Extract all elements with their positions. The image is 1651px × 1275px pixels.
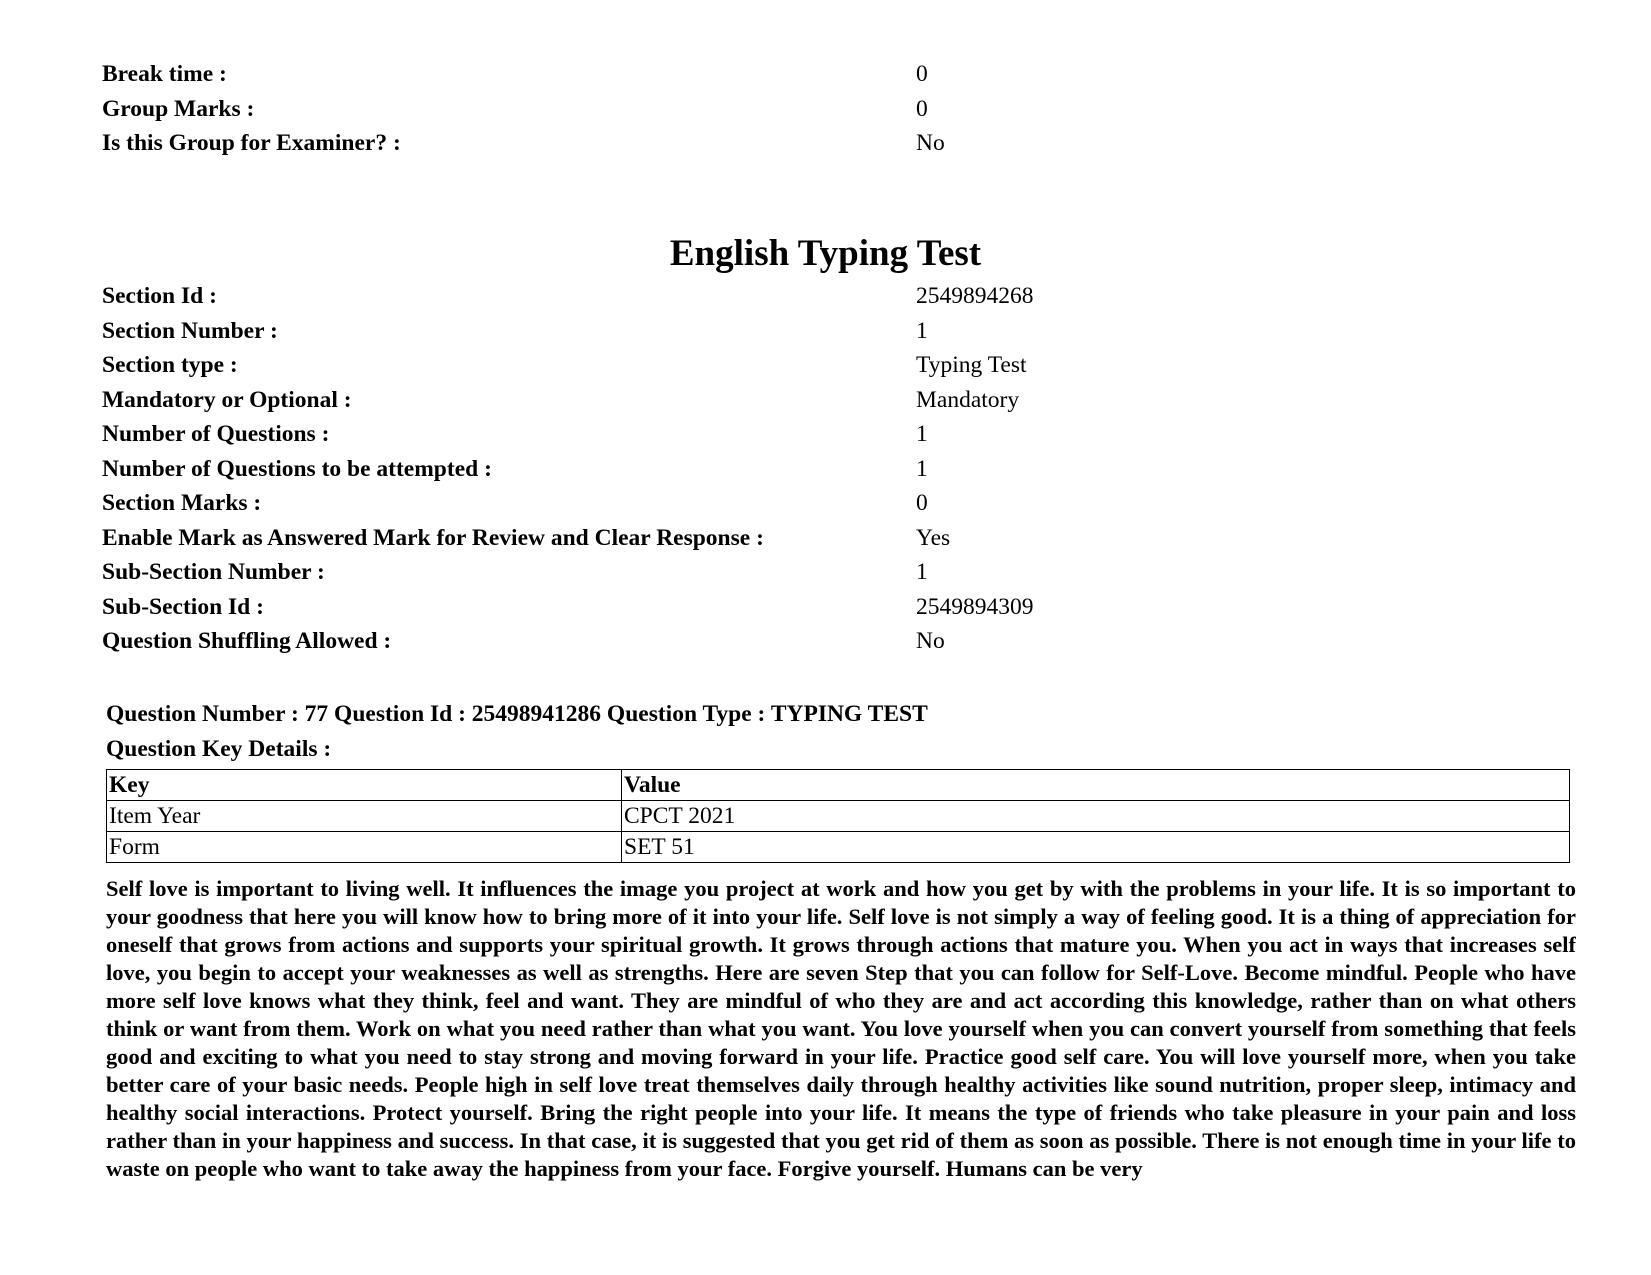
detail-value: 2549894268 — [916, 283, 1034, 309]
detail-label: Number of Questions : — [102, 421, 330, 447]
detail-label: Number of Questions to be attempted : — [102, 455, 492, 482]
detail-value: 0 — [916, 490, 928, 516]
detail-label: Section Id : — [102, 283, 217, 309]
question-key-table — [106, 769, 1570, 863]
question-key-details-label: Question Key Details : — [106, 736, 332, 762]
detail-value: 1 — [916, 421, 928, 447]
detail-label: Is this Group for Examiner? : — [102, 130, 401, 156]
column-header-key: Key — [107, 770, 622, 801]
column-header-value: Value — [622, 770, 1570, 801]
table-row — [107, 801, 1570, 832]
section-detail-row — [102, 452, 1502, 487]
section-detail-row — [102, 590, 1502, 625]
table-cell-key: Item Year — [107, 801, 622, 832]
detail-label: Section type : — [102, 352, 238, 378]
table-cell-key: Form — [107, 832, 622, 863]
table-row — [107, 832, 1570, 863]
detail-value: Mandatory — [916, 386, 1020, 413]
detail-value: No — [916, 628, 945, 654]
section-detail-row — [102, 521, 1502, 556]
detail-label: Sub-Section Id : — [102, 593, 264, 620]
detail-label: Question Shuffling Allowed : — [102, 628, 392, 654]
group-details — [102, 57, 1502, 161]
typing-passage: Self love is important to living well. It influences the image you project at work and how you get by with the problems in your life. It is so important to your goodness that here you will know how to bring more of it into your life. Self love is not simply a way of feeling good. It is a thing of appreciation for oneself that grows from actions and supports your spiritual growth. It grows through actions that mature you. When you act in ways that increases self love, you begin to accept your weaknesses as well as strengths. Here are seven Step that you can follow for Self-Love. Become mindful. People who have more self love knows what they think, feel and want. They are mindful of who they are and act according this knowledge, rather than on what others think or want from them. Work on what you need rather than what you want. You love yourself when you can convert yourself from something that feels good and exciting to what you need to stay strong and moving forward in your life. Practice good self care. You will love yourself more, when you take better care of your basic needs. People high in self love treat themselves daily through healthy activities like sound nutrition, proper sleep, intimacy and healthy social interactions. Protect yourself. Bring the right people into your life. It means the type of friends who take pleasure in your pain and loss rather than in your happiness and success. In that case, it is suggested that you get rid of them as soon as possible. There is not enough time in your life to waste on people who want to take away the happiness from your face. Forgive yourself. Humans can be very — [106, 876, 1576, 1181]
section-title: English Typing Test — [669, 233, 982, 274]
detail-label: Mandatory or Optional : — [102, 386, 352, 413]
section-detail-row — [102, 383, 1502, 418]
detail-label: Sub-Section Number : — [102, 559, 325, 585]
detail-value: No — [916, 130, 945, 156]
detail-value: Typing Test — [916, 352, 1027, 378]
detail-value: 1 — [916, 455, 928, 482]
detail-value: Yes — [916, 524, 951, 551]
section-details — [102, 279, 1502, 659]
section-detail-row — [102, 555, 1502, 590]
table-header-row — [107, 770, 1570, 801]
group-detail-row — [102, 92, 1502, 127]
group-detail-row — [102, 126, 1502, 161]
section-detail-row — [102, 624, 1502, 659]
section-detail-row — [102, 279, 1502, 314]
section-detail-row — [102, 486, 1502, 521]
detail-label: Break time : — [102, 61, 227, 87]
detail-value: 2549894309 — [916, 593, 1034, 620]
group-detail-row — [102, 57, 1502, 92]
section-detail-row — [102, 314, 1502, 349]
detail-label: Group Marks : — [102, 95, 255, 122]
detail-label: Section Marks : — [102, 490, 262, 516]
detail-value: 1 — [916, 317, 928, 344]
table-cell-value: CPCT 2021 — [622, 801, 1570, 832]
section-detail-row — [102, 348, 1502, 383]
detail-value: 0 — [916, 95, 928, 122]
detail-value: 0 — [916, 61, 928, 87]
detail-label: Enable Mark as Answered Mark for Review and Clear Response : — [102, 524, 764, 551]
table-cell-value: SET 51 — [622, 832, 1570, 863]
question-header: Question Number : 77 Question Id : 25498941286 Question Type : TYPING TEST — [106, 701, 928, 727]
detail-value: 1 — [916, 559, 928, 585]
section-detail-row — [102, 417, 1502, 452]
detail-label: Section Number : — [102, 317, 278, 344]
